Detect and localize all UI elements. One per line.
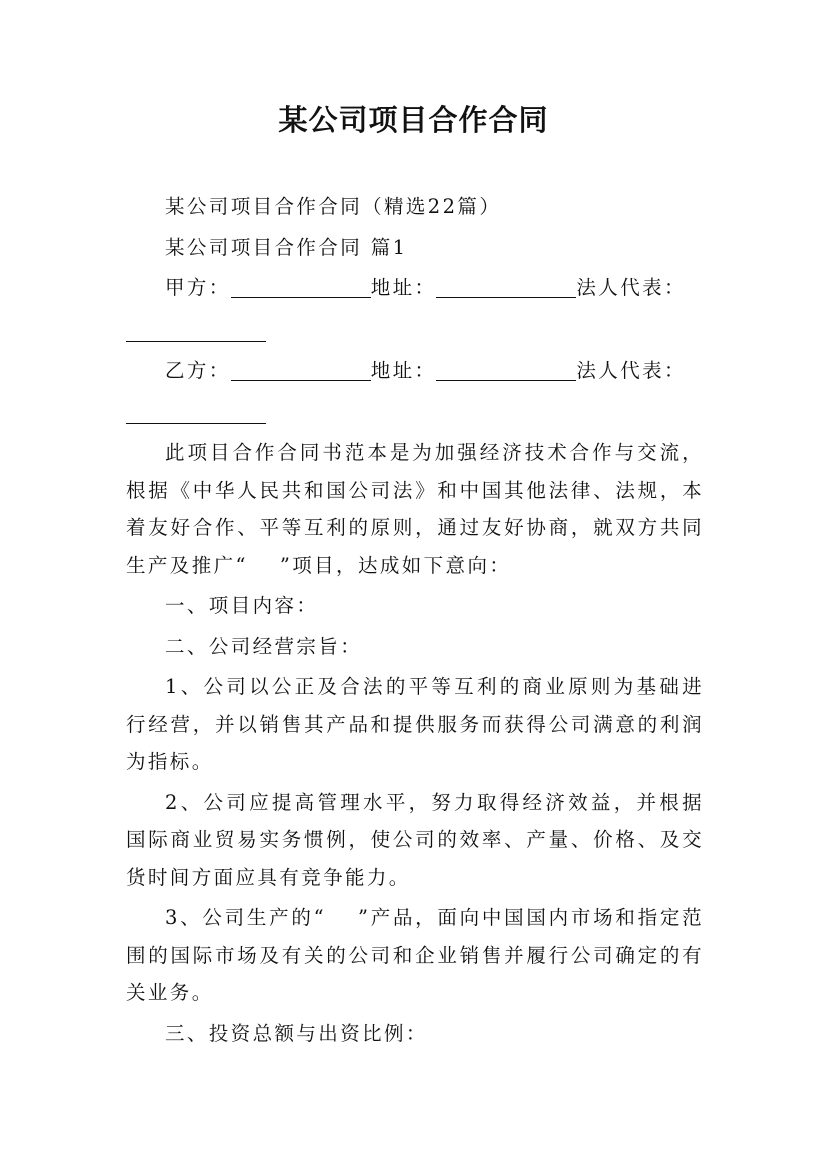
- item-investment: 三、投资总额与出资比例：: [165, 1021, 428, 1045]
- clause-2: 2、公司应提高管理水平，努力取得经济效益，并根据国际商业贸易实务惯例，使公司的效率、产量、价格、及交货时间方面应具有竞争能力。: [126, 790, 704, 889]
- item-business-purpose: 二、公司经营宗旨：: [165, 634, 363, 658]
- party-b-name-blank: [231, 356, 371, 381]
- party-a-label: 甲方：: [165, 276, 231, 299]
- clause-3: [126, 899, 704, 1012]
- party-b-label: 乙方：: [165, 358, 231, 382]
- item-project-content: 一、项目内容：: [165, 594, 319, 617]
- clause-3-before: 3、公司生产的“: [165, 906, 326, 929]
- party-a-name-blank: [231, 273, 371, 298]
- intro-paragraph: [126, 434, 704, 584]
- party-b-rep-label: 法人代表：: [576, 358, 686, 382]
- document-title: 某公司项目合作合同: [278, 103, 549, 137]
- party-b-line: [126, 352, 704, 425]
- party-a-rep-blank: [126, 313, 266, 342]
- clause-1: 1、公司以公正及合法的平等互利的商业原则为基础进行经营，并以销售其产品和提供服务而获得公司满意的利润为指标。: [126, 675, 704, 773]
- party-a-rep-label: 法人代表：: [576, 276, 686, 299]
- subtitle: 某公司项目合作合同（精选22篇）: [165, 195, 502, 218]
- document-body: [126, 188, 704, 1052]
- intro-text-after: ”项目，达成如下意向：: [279, 553, 512, 577]
- party-b-rep-blank: [126, 395, 266, 424]
- party-a-address-label: 地址：: [370, 276, 437, 299]
- party-a-line: [126, 269, 704, 342]
- party-b-address-label: 地址：: [370, 358, 437, 382]
- intro-text-before: 此项目合作合同书范本是为加强经济技术合作与交流，根据《中华人民共和国公司法》和中国其他法律、法规，本着友好合作、平等互利的原则，通过友好协商，就双方共同生产及推广“: [126, 441, 704, 577]
- clause-3-after: ”产品，面向中国国内市场和指定范围的国际市场及有关的公司和企业销售并履行公司确定的有关业务。: [126, 906, 704, 1004]
- party-b-address-blank: [436, 356, 576, 381]
- section-heading: 某公司项目合作合同 篇1: [165, 235, 408, 259]
- party-a-address-blank: [436, 273, 576, 298]
